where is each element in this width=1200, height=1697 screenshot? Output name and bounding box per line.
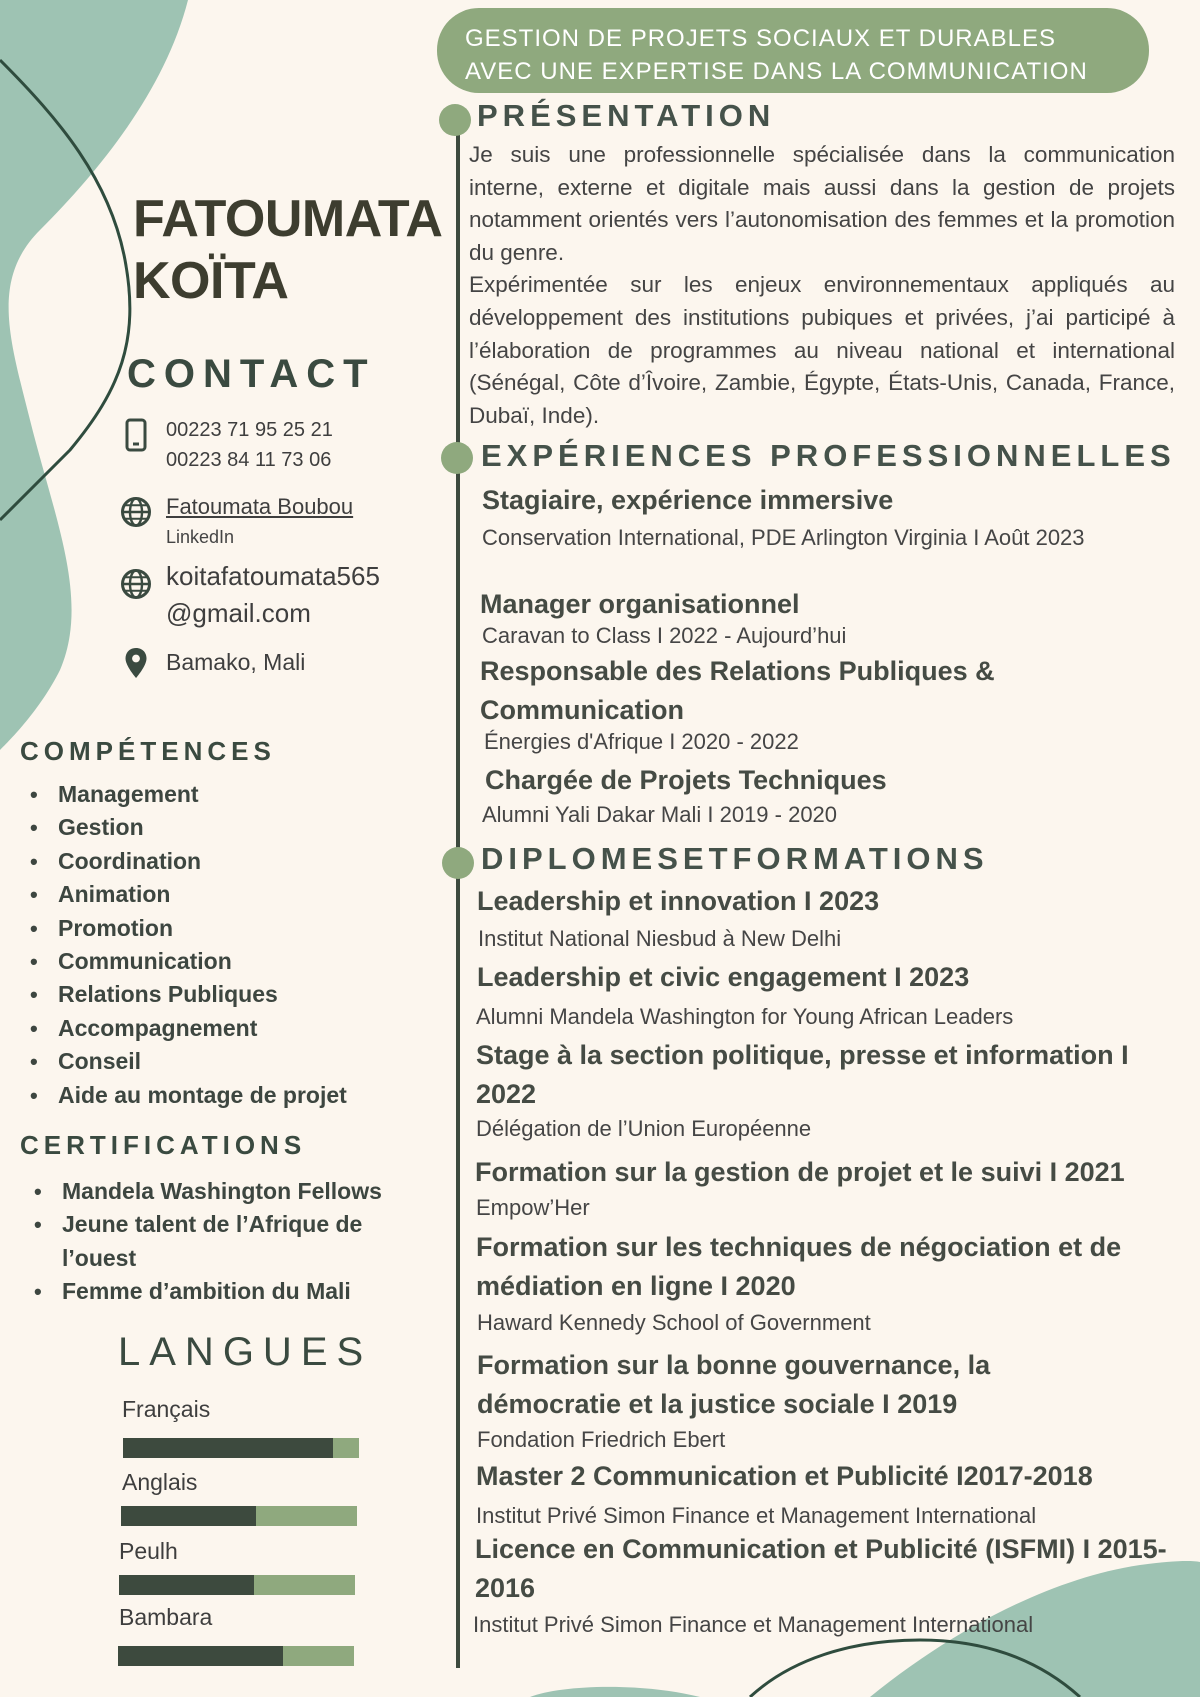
last-name: KOÏTA	[133, 252, 289, 310]
language-name: Peulh	[119, 1538, 178, 1564]
language-level-fill	[121, 1506, 256, 1526]
linkedin-label: LinkedIn	[166, 527, 235, 547]
linkedin-link[interactable]: Fatoumata Boubou	[166, 494, 354, 519]
diploma-title: Stage à la section politique, presse et information I 2022	[476, 1040, 1129, 1109]
list-item: • Communication	[22, 945, 422, 978]
linkedin-row	[118, 492, 353, 552]
list-item: • Mandela Washington Fellows	[26, 1175, 426, 1208]
diploma-title: Licence en Communication et Publicité (ISFMI) I 2015-2016	[475, 1534, 1167, 1603]
bottom-left-shape	[530, 1687, 700, 1697]
language-level-fill	[119, 1575, 254, 1595]
language-name: Bambara	[119, 1604, 213, 1630]
language-level-fill	[123, 1438, 333, 1458]
diploma-subtitle: Institut Privé Simon Finance et Management International	[476, 1503, 1037, 1528]
timeline-line	[456, 118, 460, 1668]
diploma-subtitle: Fondation Friedrich Ebert	[477, 1427, 726, 1452]
experience-title: Chargée de Projets Techniques	[485, 765, 887, 795]
diploma-title: Leadership et civic engagement I 2023	[477, 962, 970, 992]
first-name: FATOUMATA	[133, 190, 443, 248]
timeline-dot	[441, 442, 473, 474]
experience-subtitle: Caravan to Class I 2022 - Aujourd’hui	[482, 623, 847, 648]
diploma-subtitle: Empow’Her	[476, 1195, 590, 1220]
list-item: • Coordination	[22, 845, 422, 878]
presentation-paragraph-1: Je suis une professionnelle spécialisée dans la communication interne, externe et digitale mais aussi dans la gestion de projets notamment orientés vers l’autonomisation des femmes et la promotion du genre.	[469, 142, 1175, 265]
location-pin-icon	[118, 645, 154, 681]
experience-title: Stagiaire, expérience immersive	[482, 485, 894, 515]
globe-icon	[118, 566, 154, 602]
email-address[interactable]	[166, 558, 380, 632]
phone-icon	[118, 417, 154, 453]
language-name: Anglais	[122, 1469, 198, 1495]
certifications-list	[26, 1175, 426, 1309]
list-item: • Femme d’ambition du Mali	[26, 1275, 426, 1308]
list-item: • Jeune talent de l’Afrique de l’ouest	[26, 1208, 426, 1275]
diploma-subtitle: Haward Kennedy School of Government	[477, 1310, 871, 1335]
list-item: • Conseil	[22, 1045, 422, 1078]
list-item: • Animation	[22, 878, 422, 911]
experiences-heading: EXPÉRIENCES PROFESSIONNELLES	[481, 438, 1176, 473]
list-item: • Management	[22, 778, 422, 811]
list-item: • Relations Publiques	[22, 978, 422, 1011]
experience-title: Manager organisationnel	[480, 589, 800, 619]
tagline-banner: GESTION DE PROJETS SOCIAUX ET DURABLES AVEC UNE EXPERTISE DANS LA COMMUNICATION	[437, 8, 1149, 93]
diploma-title: Leadership et innovation I 2023	[477, 886, 880, 916]
diploma-title: Formation sur la gestion de projet et le suivi I 2021	[475, 1157, 1125, 1187]
person-name	[133, 188, 442, 312]
phone-row	[118, 415, 333, 475]
language-level-bar	[118, 1646, 354, 1666]
diploma-subtitle: Alumni Mandela Washington for Young African Leaders	[476, 1004, 1014, 1029]
diploma-title: Formation sur les techniques de négociation et de médiation en ligne I 2020	[476, 1232, 1122, 1301]
presentation-heading: PRÉSENTATION	[477, 98, 776, 133]
phone-number-2[interactable]: 00223 84 11 73 06	[166, 449, 332, 471]
timeline-dot	[439, 104, 471, 136]
email-row	[118, 558, 380, 632]
experience-title: Responsable des Relations Publiques & Communication	[480, 656, 995, 725]
diploma-title: Master 2 Communication et Publicité I2017-2018	[476, 1461, 1093, 1491]
list-item: • Aide au montage de projet	[22, 1079, 422, 1112]
language-level-bar	[121, 1506, 357, 1526]
presentation-paragraph-2: Expérimentée sur les enjeux environnementaux appliqués au développement des institutions pubiques et privées, j’ai participé à l’élaboration de programmes au niveau national et international (Sénégal, Côte d’Îvoire, Zambie, Égypte, États-Unis, Canada, France, Dubaï, Inde).	[469, 272, 1175, 428]
list-item: • Promotion	[22, 912, 422, 945]
diploma-subtitle: Institut National Niesbud à New Delhi	[478, 926, 842, 951]
email-line-1: koitafatoumata565	[166, 561, 380, 591]
experience-subtitle: Énergies d'Afrique I 2020 - 2022	[484, 729, 799, 754]
diplomes-heading: DIPLOMESETFORMATIONS	[481, 841, 989, 876]
experience-subtitle: Alumni Yali Dakar Mali I 2019 - 2020	[482, 802, 838, 827]
diploma-subtitle: Institut Privé Simon Finance et Management International	[473, 1612, 1034, 1637]
contact-heading: CONTACT	[127, 352, 376, 396]
diploma-subtitle: Délégation de l’Union Européenne	[476, 1116, 812, 1141]
langues-heading: LANGUES	[118, 1330, 373, 1374]
list-item: • Accompagnement	[22, 1012, 422, 1045]
diploma-title: Formation sur la bonne gouvernance, la démocratie et la justice sociale I 2019	[477, 1350, 991, 1419]
language-level-bar	[119, 1575, 355, 1595]
location-row	[118, 647, 305, 681]
presentation-text	[469, 139, 1175, 432]
language-name: Français	[122, 1396, 211, 1422]
competences-heading: COMPÉTENCES	[20, 736, 276, 766]
language-level-fill	[118, 1646, 283, 1666]
email-line-2: @gmail.com	[166, 598, 311, 628]
phone-number-1[interactable]: 00223 71 95 25 21	[166, 419, 333, 441]
experience-subtitle: Conservation International, PDE Arlington Virginia I Août 2023	[482, 525, 1085, 550]
timeline-dot	[442, 847, 474, 879]
location-text: Bamako, Mali	[166, 649, 306, 675]
globe-icon	[118, 494, 154, 530]
list-item: • Gestion	[22, 811, 422, 844]
language-level-bar	[123, 1438, 359, 1458]
certifications-heading: CERTIFICATIONS	[20, 1130, 307, 1160]
competences-list	[22, 778, 422, 1112]
